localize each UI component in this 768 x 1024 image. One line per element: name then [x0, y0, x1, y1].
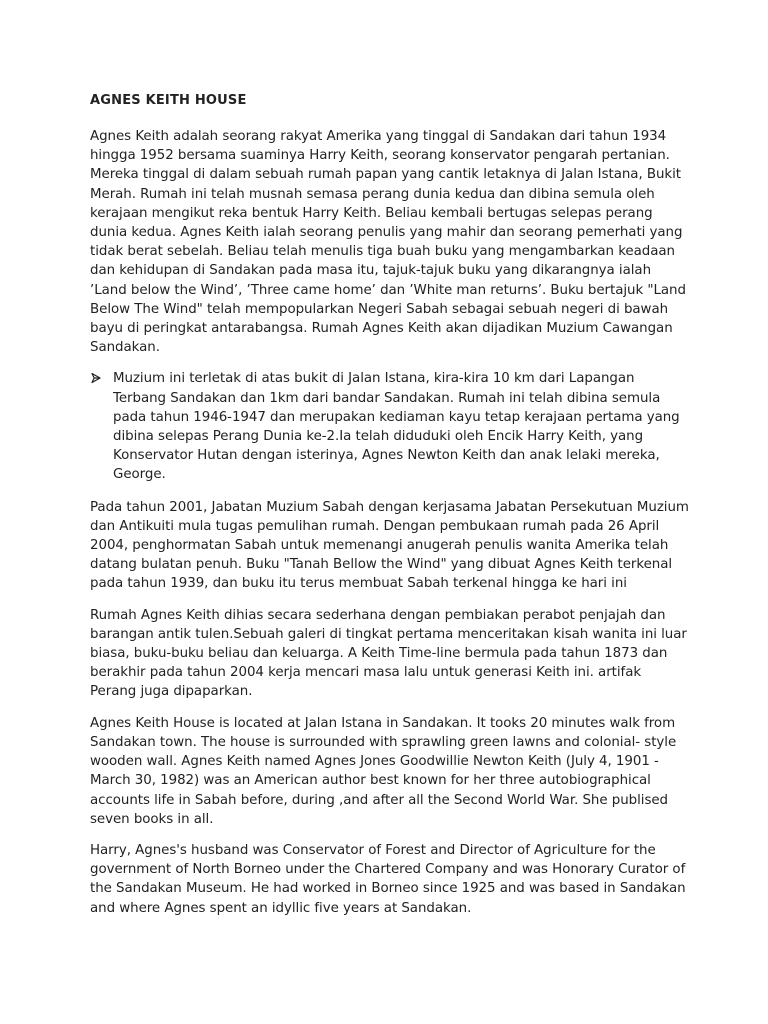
paragraph-intro: Agnes Keith adalah seorang rakyat Amerika yang tinggal di Sandakan dari tahun 1934 hingga 1952 bersama suaminya Harry Keith, seorang konservator pengarah pertanian. Mereka tinggal di dalam sebuah rumah papan yang cantik letaknya di Jalan Istana, Bukit Merah. Rumah ini telah musnah semasa perang dunia kedua dan dibina semula oleh kerajaan mengikut reka bentuk Harry Keith. Beliau kembali bertugas selepas perang dunia kedua. Agnes Keith ialah seorang penulis yang mahir dan seorang pemerhati yang tidak berat sebelah. Beliau telah menulis tiga buah buku yang mengambarkan keadaan dan kehidupan di Sandakan pada masa itu, tajuk-tajuk buku yang dikarangnya ialah ’Land below the Wind’, ’Three came home’ dan ’White man returns’. Buku bertajuk "Land Below The Wind" telah mempopularkan Negeri Sabah sebagai sebuah negeri di bawah bayu di peringkat antarabangsa. Rumah Agnes Keith akan dijadikan Muzium Cawangan Sandakan. — [90, 129, 686, 356]
bullet-item — [90, 369, 690, 484]
paragraph-harry: Harry, Agnes's husband was Conservator of Forest and Director of Agriculture for the government of North Borneo under the Chartered Company and was Honorary Curator of the Sandakan Museum. He had worked in Borneo since 1925 and was based in Sandakan and where Agnes spent an idyllic five years at Sandakan. — [90, 842, 686, 916]
paragraph-english-location: Agnes Keith House is located at Jalan Istana in Sandakan. It tooks 20 minutes walk from Sandakan town. The house is surrounded with sprawling green lawns and colonial- style wooden wall. Agnes Keith named Agnes Jones Goodwillie Newton Keith (July 4, 1901 - March 30, 1982) was an American author best known for her three autobiographical accounts life in Sabah before, during ,and after all the Second World War. She publised seven books in all. — [90, 715, 677, 827]
paragraph-restoration: Pada tahun 2001, Jabatan Muzium Sabah dengan kerjasama Jabatan Persekutuan Muzium dan Antikuiti mula tugas pemulihan rumah. Dengan pembukaan rumah pada 26 April 2004, penghormatan Sabah untuk memenangi anugerah penulis wanita Amerika telah datang bulatan penuh. Buku "Tanah Bellow the Wind" yang dibuat Agnes Keith terkenal pada tahun 1939, dan buku itu terus membuat Sabah terkenal hingga ke hari ini — [90, 499, 689, 592]
paragraph-decor: Rumah Agnes Keith dihias secara sederhana dengan pembiakan perabot penjajah dan barangan antik tulen.Sebuah galeri di tingkat pertama menceritakan kisah wanita ini luar biasa, buku-buku beliau dan keluarga. A Keith Time-line bermula pada tahun 1873 dan berakhir pada tahun 2004 kerja mencari masa lalu untuk generasi Keith ini. artifak Perang juga dipaparkan. — [90, 607, 687, 700]
document-title: AGNES KEITH HOUSE — [90, 93, 247, 108]
document-page — [90, 88, 690, 930]
arrow-bullet-icon — [90, 372, 102, 384]
bullet-text: Muzium ini terletak di atas bukit di Jalan Istana, kira-kira 10 km dari Lapangan Terbang Sandakan dan 1km dari bandar Sandakan. Rumah ini telah dibina semula pada tahun 1946-1947 dan merupakan kediaman kayu tetap kerajaan pertama yang dibina selepas Perang Dunia ke-2.Ia telah diduduki oleh Encik Harry Keith, yang Konservator Hutan dengan isterinya, Agnes Newton Keith dan anak lelaki mereka, George. — [113, 371, 680, 483]
